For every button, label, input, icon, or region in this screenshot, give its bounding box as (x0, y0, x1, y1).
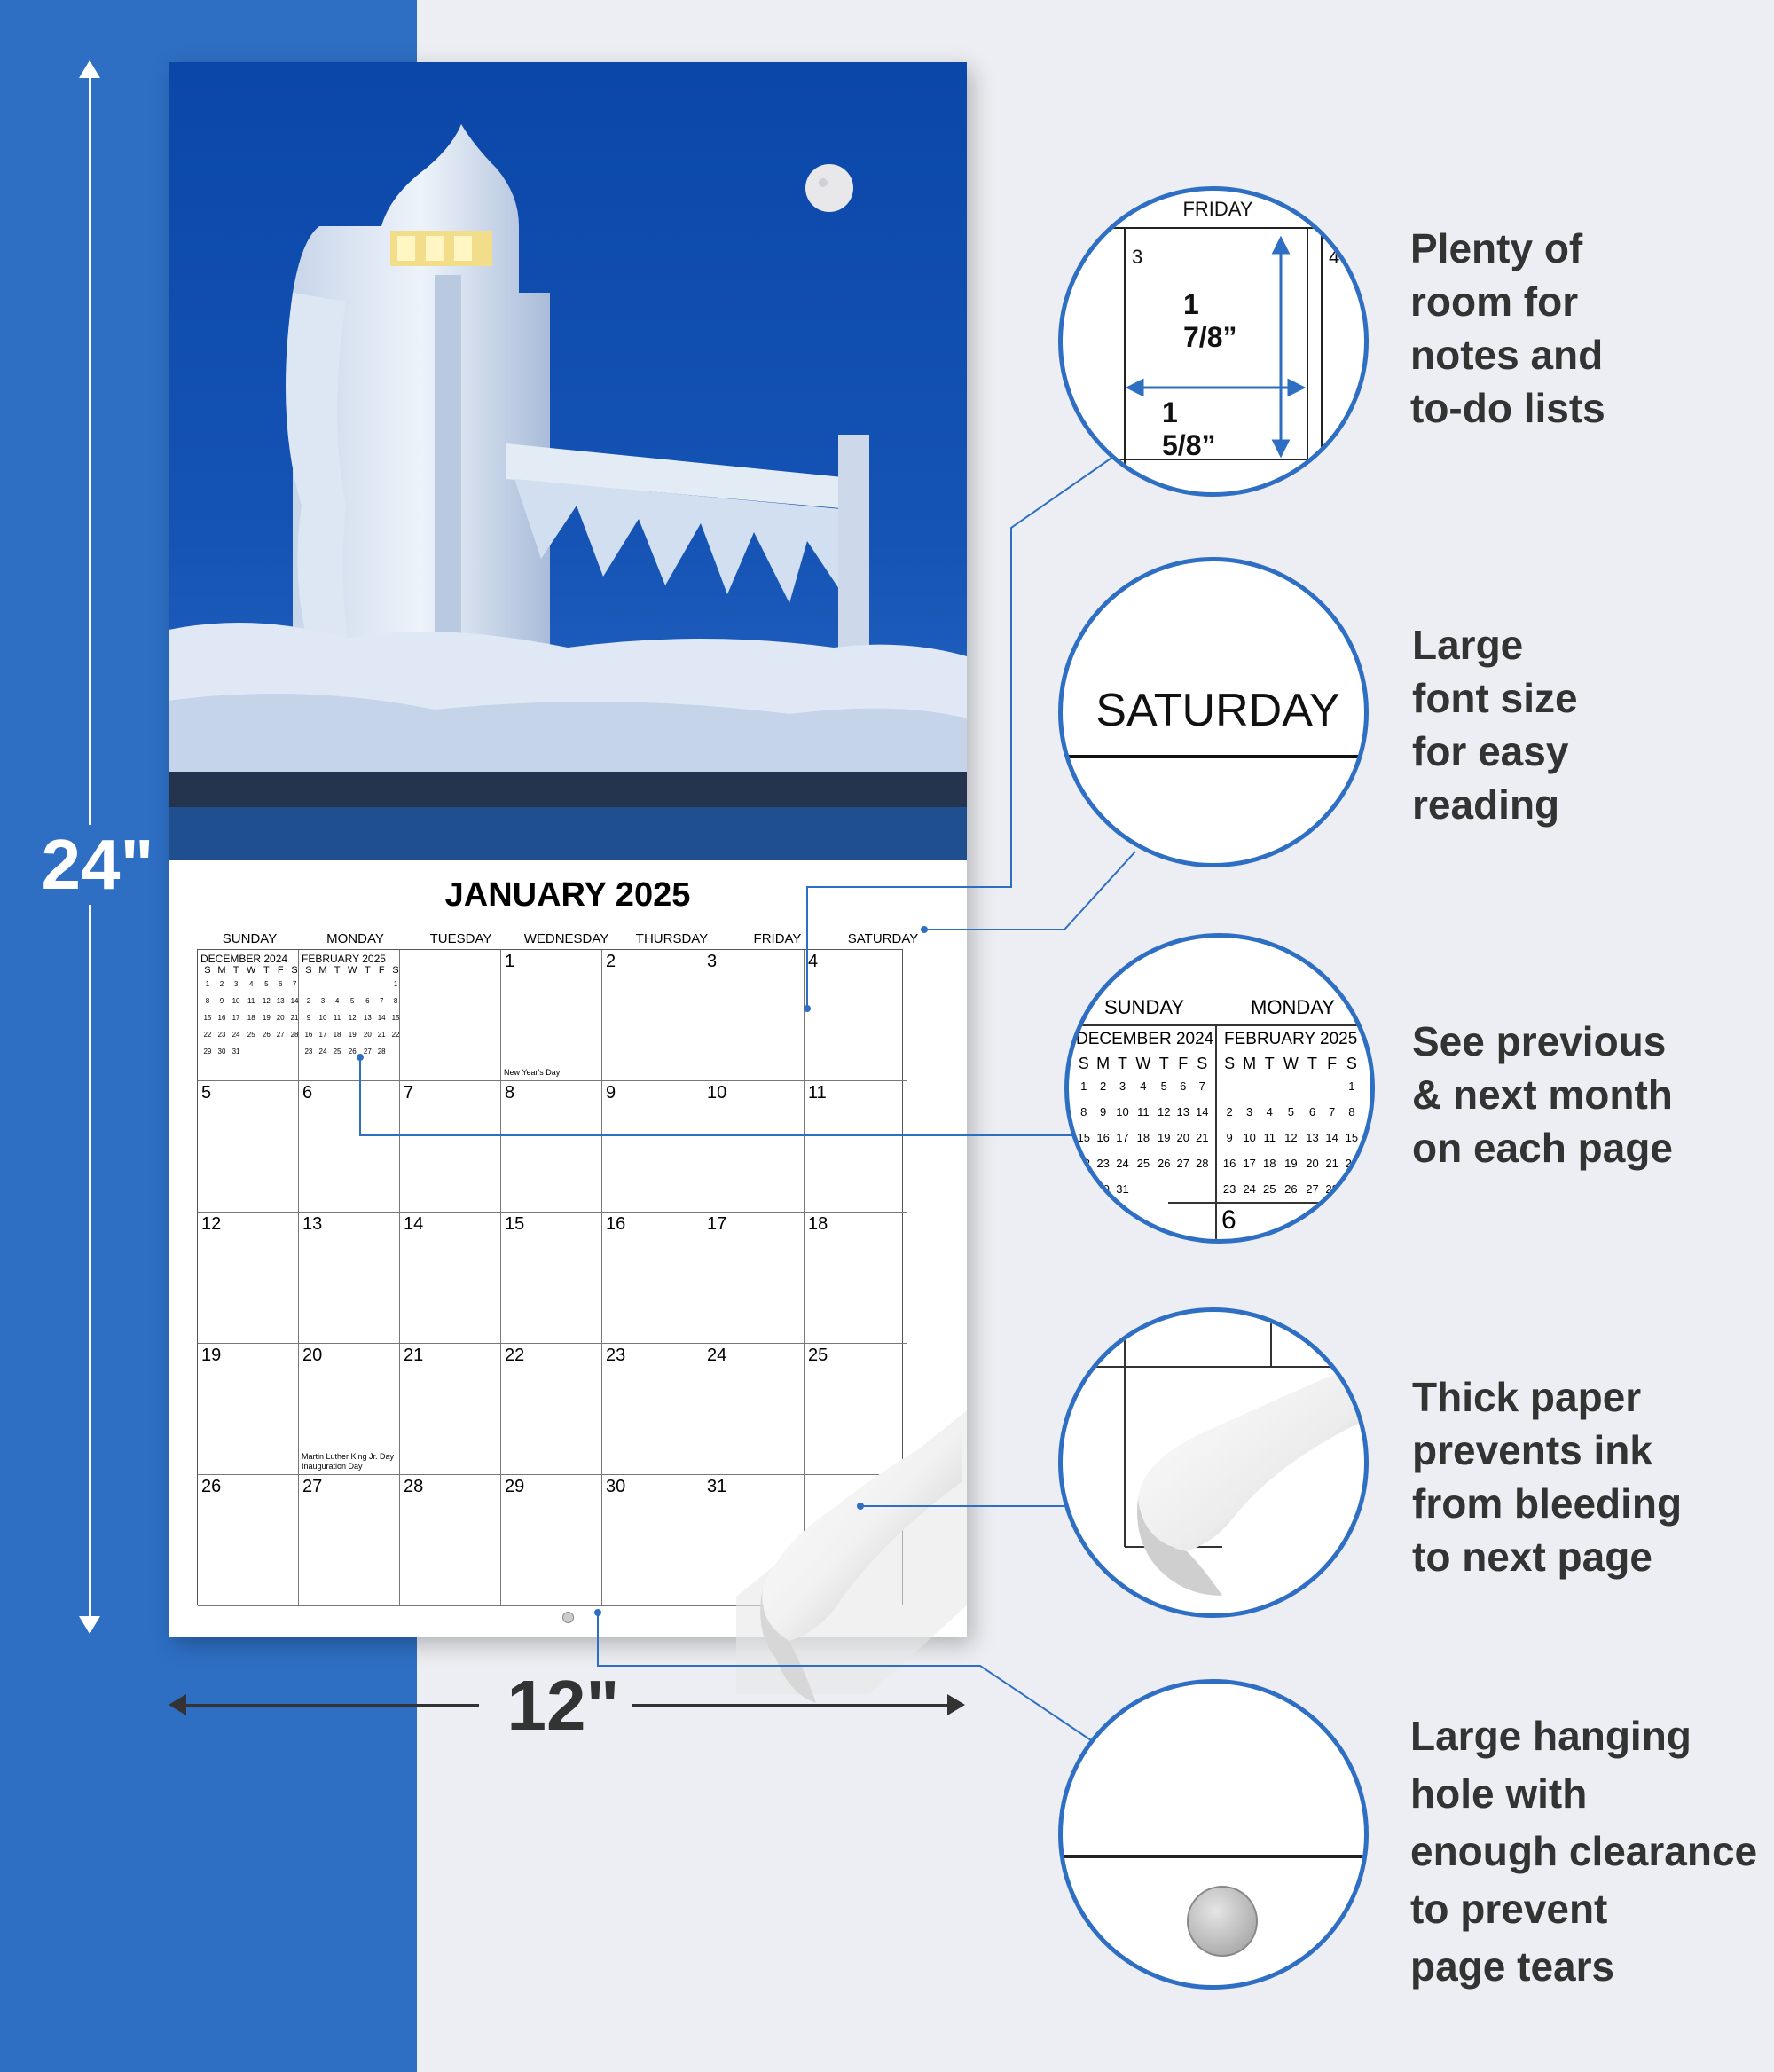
zoom-day-3: 3 (1132, 246, 1143, 268)
day-number: 13 (302, 1214, 323, 1234)
day-number: 21 (404, 1346, 424, 1365)
day-number: 12 (201, 1214, 222, 1234)
holiday-label: Martin Luther King Jr. Day Inauguration Day (302, 1452, 395, 1471)
day-cell (805, 1081, 907, 1213)
day-number: 31 (707, 1477, 727, 1496)
feature-prev-next-month-text: See previous & next month on each page (1412, 1018, 1673, 1171)
day-cell (198, 1475, 299, 1606)
day-number: 4 (808, 952, 819, 971)
day-cell (703, 950, 805, 1081)
dow-wednesday: WEDNESDAY (523, 931, 609, 946)
zoom-circle-thick-paper (1058, 1307, 1369, 1618)
zoom-friday-label: FRIDAY (1182, 198, 1253, 220)
zoom-saturday-label: SATURDAY (1095, 685, 1340, 736)
day-cell (805, 950, 907, 1081)
dow-sunday: SUNDAY (222, 931, 278, 946)
day-cell (501, 1475, 602, 1606)
day-cell (198, 1344, 299, 1475)
day-number: 9 (606, 1083, 616, 1103)
zoom-day-4: 4 (1329, 246, 1340, 268)
day-number: 30 (606, 1477, 626, 1496)
day-number: 5 (201, 1083, 212, 1103)
day-cell (299, 950, 400, 1081)
day-cell (703, 1213, 805, 1344)
hanging-hole-zoom (1187, 1886, 1258, 1957)
day-number: 18 (808, 1214, 828, 1234)
day-number: 10 (707, 1083, 727, 1103)
day-number: 3 (707, 952, 718, 971)
day-cell (299, 1213, 400, 1344)
dow-saturday: SATURDAY (847, 931, 919, 946)
day-cell (501, 1344, 602, 1475)
day-cell (602, 1475, 703, 1606)
width-dimension-line-left (177, 1704, 479, 1707)
day-number: 23 (606, 1346, 626, 1365)
day-number: 6 (302, 1083, 313, 1103)
day-cell (602, 1213, 703, 1344)
dow-friday: FRIDAY (753, 931, 802, 946)
feature-thick-paper-text: Thick paper prevents ink from bleeding to next page (1412, 1374, 1683, 1580)
day-cell (805, 1213, 907, 1344)
day-number: 22 (505, 1346, 525, 1365)
day-number: 2 (606, 952, 616, 971)
day-number: 17 (707, 1214, 727, 1234)
zoom-sunday-label: SUNDAY (1104, 996, 1185, 1018)
dow-thursday: THURSDAY (635, 931, 709, 946)
day-cell (198, 1081, 299, 1213)
day-cell (501, 950, 602, 1081)
zoom-prev-mini-calendar: S M T W T F S 1 2 3 4 5 6 7 8 9 10 11 12 13 14 15 16 17 18 19 20 21 22 23 24 25 26 27 28 29 30 31 (1077, 1055, 1209, 1196)
hanging-hole (562, 1612, 574, 1623)
day-cell (703, 1081, 805, 1213)
wall-calendar (169, 62, 967, 1637)
day-cell (602, 950, 703, 1081)
day-number: 24 (707, 1346, 727, 1365)
feature-hanging-hole-text: Large hanging hole with enough clearance to prevent page tears (1410, 1713, 1758, 1990)
day-cell (400, 1344, 501, 1475)
day-number: 7 (404, 1083, 414, 1103)
zoom-circle-note-space (1058, 186, 1369, 497)
dow-tuesday: TUESDAY (429, 931, 492, 946)
day-number: 28 (404, 1477, 424, 1496)
feature-note-space-text: Plenty of room for notes and to-do lists (1410, 225, 1605, 431)
page-curl-illustration (736, 1410, 967, 1712)
zoom-monday-label: MONDAY (1251, 996, 1335, 1018)
day-cell (198, 1213, 299, 1344)
day-number: 11 (808, 1083, 827, 1103)
day-cell (400, 950, 501, 1081)
day-cell (602, 1081, 703, 1213)
day-cell (400, 1475, 501, 1606)
day-number: 14 (404, 1214, 424, 1234)
day-number: 15 (505, 1214, 525, 1234)
day-cell (198, 950, 299, 1081)
arrow-left-icon (169, 1694, 186, 1715)
holiday-label: New Year's Day (504, 1068, 561, 1077)
zoom-next-month-title: FEBRUARY 2025 (1224, 1030, 1358, 1048)
day-number: 25 (808, 1346, 828, 1365)
day-number: 20 (302, 1346, 323, 1365)
next-month-mini-calendar: FEBRUARY 2025 S M T W T F S 1 2 3 4 5 6 7 8 9 10 11 12 13 14 15 16 17 18 19 20 21 22 23 24 25 26 27 28 (302, 953, 400, 1056)
day-number: 27 (302, 1477, 323, 1496)
dow-monday: MONDAY (326, 931, 384, 946)
width-dimension-label: 12" (506, 1666, 620, 1745)
zoom-prev-month-title: DECEMBER 2024 (1076, 1030, 1214, 1048)
day-cell (400, 1081, 501, 1213)
day-cell (299, 1475, 400, 1606)
zoom-circle-large-font (1058, 557, 1369, 867)
day-cell (602, 1344, 703, 1475)
zoom-circle-mini-months (1064, 933, 1375, 1244)
feature-large-font-text: Large font size for easy reading (1412, 622, 1578, 828)
width-measure-label: 1 5/8” (1162, 396, 1216, 461)
day-number: 29 (505, 1477, 525, 1496)
zoom-next-mini-calendar: S M T W T F S 1 2 3 4 5 6 7 8 9 10 11 12 13 14 15 16 17 18 19 20 21 22 23 24 25 26 27 28 (1222, 1055, 1359, 1196)
calendar-photo-frozen-lighthouse (169, 62, 967, 860)
zoom-day-6: 6 (1221, 1205, 1236, 1235)
day-cell (299, 1344, 400, 1475)
day-number: 19 (201, 1346, 222, 1365)
height-dimension-label: 24" (27, 825, 169, 905)
zoom-circle-hanging-hole (1058, 1679, 1369, 1990)
day-cell (501, 1213, 602, 1344)
day-cell (400, 1213, 501, 1344)
prev-month-mini-calendar: DECEMBER 2024 S M T W T F S 1 2 3 4 5 6 7 8 9 10 11 12 13 14 15 16 17 18 19 20 21 22 23 24 25 26 27 28 29 30 31 (200, 953, 299, 1056)
day-cell (501, 1081, 602, 1213)
day-number: 16 (606, 1214, 626, 1234)
month-title: JANUARY 2025 (444, 876, 691, 914)
day-number: 26 (201, 1477, 222, 1496)
day-cell (299, 1081, 400, 1213)
day-number: 1 (505, 952, 515, 971)
height-measure-label: 1 7/8” (1183, 288, 1237, 353)
day-number: 8 (505, 1083, 515, 1103)
